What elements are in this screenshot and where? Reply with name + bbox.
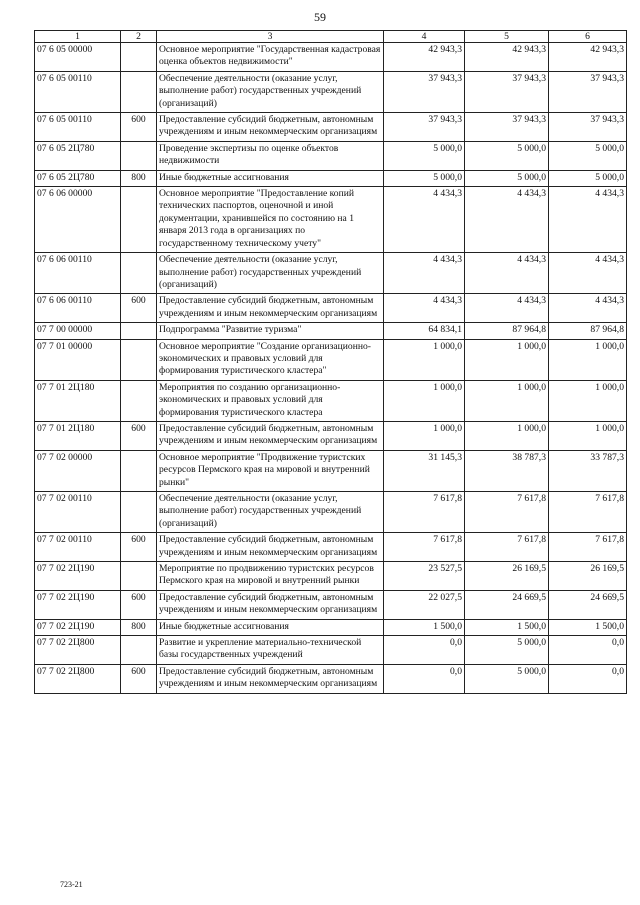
cell-value-col6: 7 617,8 (549, 533, 627, 562)
table-row (35, 590, 627, 619)
column-header: 3 (157, 31, 384, 43)
cell-name: Обеспечение деятельности (оказание услуг, выполнение работ) государственных учреждений (организаций) (157, 492, 384, 533)
cell-expense-type (121, 43, 157, 72)
cell-name: Основное мероприятие "Предоставление копий технических паспортов, оценочной и иной документации, хранившейся по состоянию на 1 января 2013 года в организациях по государственному техническому учету" (157, 187, 384, 253)
cell-expense-type: 600 (121, 664, 157, 693)
table-row (35, 636, 627, 665)
cell-value-col5: 5 000,0 (465, 141, 549, 170)
column-header: 2 (121, 31, 157, 43)
cell-value-col6: 33 787,3 (549, 450, 627, 491)
cell-expense-type (121, 141, 157, 170)
cell-name: Основное мероприятие "Создание организационно-экономических и правовых условий для формирования туристического кластера" (157, 339, 384, 380)
cell-code: 07 7 02 2Ц190 (35, 562, 121, 591)
table-row (35, 619, 627, 635)
cell-value-col4: 37 943,3 (384, 71, 465, 112)
table-row (35, 187, 627, 253)
cell-value-col4: 7 617,8 (384, 492, 465, 533)
cell-expense-type: 600 (121, 533, 157, 562)
cell-code: 07 6 06 00110 (35, 294, 121, 323)
cell-code: 07 7 00 00000 (35, 323, 121, 339)
table-body (35, 43, 627, 694)
cell-expense-type: 600 (121, 421, 157, 450)
cell-code: 07 7 02 00110 (35, 492, 121, 533)
cell-value-col6: 0,0 (549, 664, 627, 693)
cell-name: Иные бюджетные ассигнования (157, 170, 384, 186)
cell-value-col4: 31 145,3 (384, 450, 465, 491)
cell-code: 07 7 02 2Ц190 (35, 590, 121, 619)
cell-value-col6: 4 434,3 (549, 253, 627, 294)
cell-expense-type: 800 (121, 619, 157, 635)
column-header: 4 (384, 31, 465, 43)
column-header: 5 (465, 31, 549, 43)
cell-value-col4: 1 000,0 (384, 339, 465, 380)
cell-value-col6: 5 000,0 (549, 170, 627, 186)
cell-code: 07 6 05 00110 (35, 113, 121, 142)
cell-value-col5: 5 000,0 (465, 170, 549, 186)
cell-value-col5: 7 617,8 (465, 533, 549, 562)
table-row (35, 664, 627, 693)
cell-code: 07 7 01 2Ц180 (35, 421, 121, 450)
cell-name: Предоставление субсидий бюджетным, автономным учреждениям и иным некоммерческим организациям (157, 421, 384, 450)
table-row (35, 141, 627, 170)
cell-value-col6: 7 617,8 (549, 492, 627, 533)
cell-code: 07 7 02 00110 (35, 533, 121, 562)
cell-name: Предоставление субсидий бюджетным, автономным учреждениям и иным некоммерческим организациям (157, 590, 384, 619)
table-row (35, 421, 627, 450)
cell-value-col4: 1 000,0 (384, 421, 465, 450)
cell-value-col4: 7 617,8 (384, 533, 465, 562)
table-row (35, 450, 627, 491)
table-row (35, 170, 627, 186)
cell-value-col6: 37 943,3 (549, 71, 627, 112)
cell-expense-type (121, 253, 157, 294)
cell-value-col4: 37 943,3 (384, 113, 465, 142)
table-row (35, 562, 627, 591)
cell-value-col4: 4 434,3 (384, 187, 465, 253)
table-row (35, 294, 627, 323)
cell-name: Иные бюджетные ассигнования (157, 619, 384, 635)
cell-value-col4: 1 000,0 (384, 380, 465, 421)
cell-expense-type (121, 323, 157, 339)
cell-expense-type (121, 187, 157, 253)
cell-value-col4: 1 500,0 (384, 619, 465, 635)
cell-expense-type: 600 (121, 590, 157, 619)
cell-value-col4: 4 434,3 (384, 294, 465, 323)
cell-value-col5: 87 964,8 (465, 323, 549, 339)
cell-value-col6: 5 000,0 (549, 141, 627, 170)
table-row (35, 339, 627, 380)
cell-value-col6: 0,0 (549, 636, 627, 665)
cell-name: Основное мероприятие "Государственная кадастровая оценка объектов недвижимости" (157, 43, 384, 72)
table-header-row (35, 31, 627, 43)
cell-name: Предоставление субсидий бюджетным, автономным учреждениям и иным некоммерческим организациям (157, 533, 384, 562)
cell-value-col5: 26 169,5 (465, 562, 549, 591)
cell-name: Мероприятие по продвижению туристских ресурсов Пермского края на мировой и внутренний рынки (157, 562, 384, 591)
cell-code: 07 7 01 00000 (35, 339, 121, 380)
cell-value-col5: 1 000,0 (465, 421, 549, 450)
cell-value-col6: 4 434,3 (549, 187, 627, 253)
cell-expense-type (121, 450, 157, 491)
cell-code: 07 6 05 2Ц780 (35, 170, 121, 186)
cell-value-col5: 7 617,8 (465, 492, 549, 533)
cell-value-col6: 24 669,5 (549, 590, 627, 619)
cell-value-col5: 37 943,3 (465, 71, 549, 112)
column-header: 1 (35, 31, 121, 43)
cell-value-col6: 1 000,0 (549, 380, 627, 421)
cell-expense-type: 600 (121, 113, 157, 142)
cell-value-col4: 5 000,0 (384, 141, 465, 170)
cell-value-col5: 1 000,0 (465, 380, 549, 421)
table-row (35, 533, 627, 562)
cell-expense-type: 800 (121, 170, 157, 186)
cell-name: Предоставление субсидий бюджетным, автономным учреждениям и иным некоммерческим организациям (157, 664, 384, 693)
table-row (35, 71, 627, 112)
cell-value-col5: 5 000,0 (465, 636, 549, 665)
cell-value-col4: 42 943,3 (384, 43, 465, 72)
cell-code: 07 6 05 00110 (35, 71, 121, 112)
cell-code: 07 7 02 2Ц190 (35, 619, 121, 635)
cell-code: 07 7 02 00000 (35, 450, 121, 491)
cell-value-col6: 1 500,0 (549, 619, 627, 635)
cell-code: 07 6 05 00000 (35, 43, 121, 72)
cell-value-col6: 1 000,0 (549, 421, 627, 450)
table-row (35, 253, 627, 294)
table-row (35, 43, 627, 72)
page-number: 59 (314, 10, 326, 24)
cell-expense-type (121, 380, 157, 421)
table-row (35, 380, 627, 421)
cell-value-col4: 22 027,5 (384, 590, 465, 619)
cell-value-col4: 5 000,0 (384, 170, 465, 186)
footer-code: 723-21 (60, 880, 83, 889)
cell-value-col4: 64 834,1 (384, 323, 465, 339)
table-row (35, 323, 627, 339)
column-header: 6 (549, 31, 627, 43)
table-row (35, 113, 627, 142)
cell-code: 07 6 06 00000 (35, 187, 121, 253)
cell-value-col4: 0,0 (384, 636, 465, 665)
cell-name: Основное мероприятие "Продвижение туристских ресурсов Пермского края на мировой и внутренний рынки" (157, 450, 384, 491)
cell-value-col5: 1 500,0 (465, 619, 549, 635)
cell-value-col6: 1 000,0 (549, 339, 627, 380)
cell-name: Предоставление субсидий бюджетным, автономным учреждениям и иным некоммерческим организациям (157, 294, 384, 323)
cell-value-col5: 37 943,3 (465, 113, 549, 142)
cell-value-col4: 23 527,5 (384, 562, 465, 591)
cell-value-col5: 1 000,0 (465, 339, 549, 380)
cell-value-col6: 26 169,5 (549, 562, 627, 591)
cell-value-col5: 4 434,3 (465, 253, 549, 294)
budget-table (34, 30, 627, 694)
cell-expense-type: 600 (121, 294, 157, 323)
cell-value-col5: 4 434,3 (465, 187, 549, 253)
cell-expense-type (121, 492, 157, 533)
cell-value-col6: 87 964,8 (549, 323, 627, 339)
cell-value-col6: 4 434,3 (549, 294, 627, 323)
cell-code: 07 6 05 2Ц780 (35, 141, 121, 170)
cell-name: Обеспечение деятельности (оказание услуг, выполнение работ) государственных учреждений (организаций) (157, 253, 384, 294)
cell-expense-type (121, 636, 157, 665)
cell-value-col5: 42 943,3 (465, 43, 549, 72)
cell-code: 07 7 02 2Ц800 (35, 636, 121, 665)
table-row (35, 492, 627, 533)
cell-name: Мероприятия по созданию организационно-экономических и правовых условий для формирования туристического кластера (157, 380, 384, 421)
cell-value-col6: 37 943,3 (549, 113, 627, 142)
cell-name: Подпрограмма "Развитие туризма" (157, 323, 384, 339)
cell-name: Развитие и укрепление материально-технической базы государственных учреждений (157, 636, 384, 665)
cell-name: Проведение экспертизы по оценке объектов недвижимости (157, 141, 384, 170)
cell-code: 07 6 06 00110 (35, 253, 121, 294)
cell-value-col4: 0,0 (384, 664, 465, 693)
cell-name: Обеспечение деятельности (оказание услуг, выполнение работ) государственных учреждений (организаций) (157, 71, 384, 112)
cell-code: 07 7 02 2Ц800 (35, 664, 121, 693)
cell-value-col5: 5 000,0 (465, 664, 549, 693)
cell-value-col5: 24 669,5 (465, 590, 549, 619)
cell-expense-type (121, 71, 157, 112)
cell-name: Предоставление субсидий бюджетным, автономным учреждениям и иным некоммерческим организациям (157, 113, 384, 142)
cell-value-col5: 4 434,3 (465, 294, 549, 323)
cell-value-col5: 38 787,3 (465, 450, 549, 491)
cell-expense-type (121, 562, 157, 591)
cell-value-col6: 42 943,3 (549, 43, 627, 72)
cell-code: 07 7 01 2Ц180 (35, 380, 121, 421)
cell-expense-type (121, 339, 157, 380)
cell-value-col4: 4 434,3 (384, 253, 465, 294)
